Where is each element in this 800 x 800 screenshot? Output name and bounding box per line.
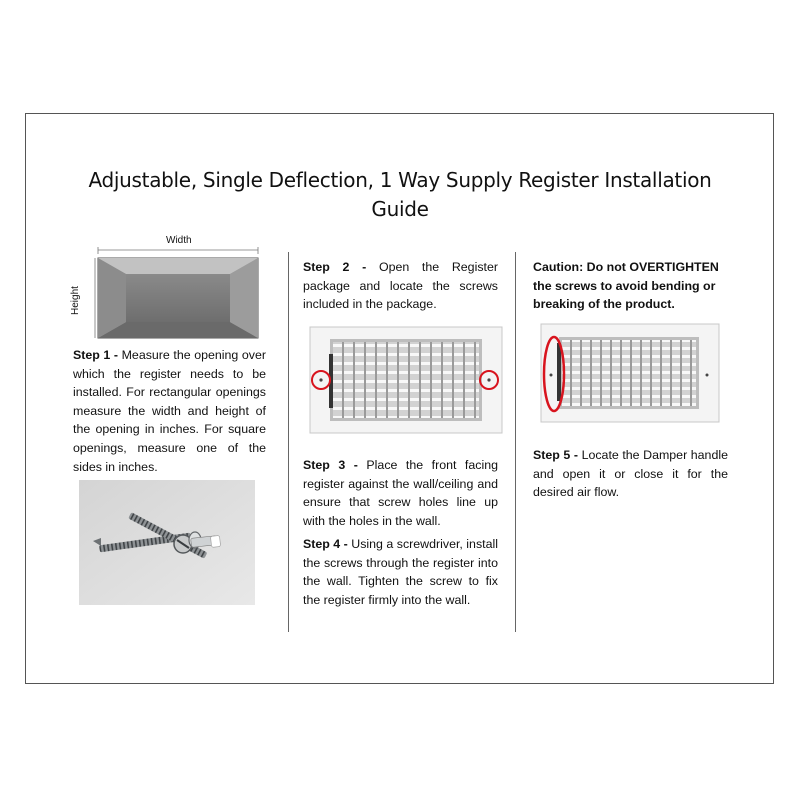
step-3-label: Step 3 - [303, 458, 358, 472]
screw-hole-right [487, 378, 490, 381]
register-photo-caution [540, 323, 720, 423]
register-louvers [562, 340, 696, 406]
step-2-label: Step 2 - [303, 260, 367, 274]
step-4-label: Step 4 - [303, 537, 348, 551]
step-1-label: Step 1 - [73, 348, 119, 362]
column-divider-right [515, 252, 516, 632]
register-louvers [333, 342, 479, 418]
damper-handle [557, 343, 561, 401]
register-photo-step-2 [309, 326, 503, 434]
screw-hole-left [550, 374, 553, 377]
screws-photo [79, 480, 255, 605]
step-1-text: Step 1 - Measure the opening over which the register needs to be installed. For rectangular openings measure the width and height of the opening in inches. For square openings, measure one of the sides in inches. [73, 348, 266, 474]
opening-diagram [92, 244, 264, 344]
step-5-label: Step 5 - [533, 448, 578, 462]
step-4-text: Step 4 - Using a screwdriver, install the screws through the register into the wall. Tighten the screw to fix the register firmly into the wall. [303, 537, 498, 607]
screw-hole-left [319, 378, 322, 381]
screw-hole-right [706, 374, 709, 377]
step-5-text: Step 5 - Locate the Damper handle and open it or close it for the desired air flow. [533, 448, 728, 500]
width-label: Width [166, 235, 192, 246]
page-title: Adjustable, Single Deflection, 1 Way Supply Register Installation Guide [88, 168, 712, 221]
step-2-text: Step 2 - Open the Register package and locate the screws included in the package. [303, 260, 498, 312]
column-divider-left [288, 252, 289, 632]
height-label: Height [70, 286, 81, 315]
step-3-text: Step 3 - Place the front facing register against the wall/ceiling and ensure that screw holes line up with the holes in the wall. [303, 458, 498, 528]
caution-note: Caution: Do not OVERTIGHTEN the screws to avoid bending or breaking of the product. [533, 260, 719, 312]
